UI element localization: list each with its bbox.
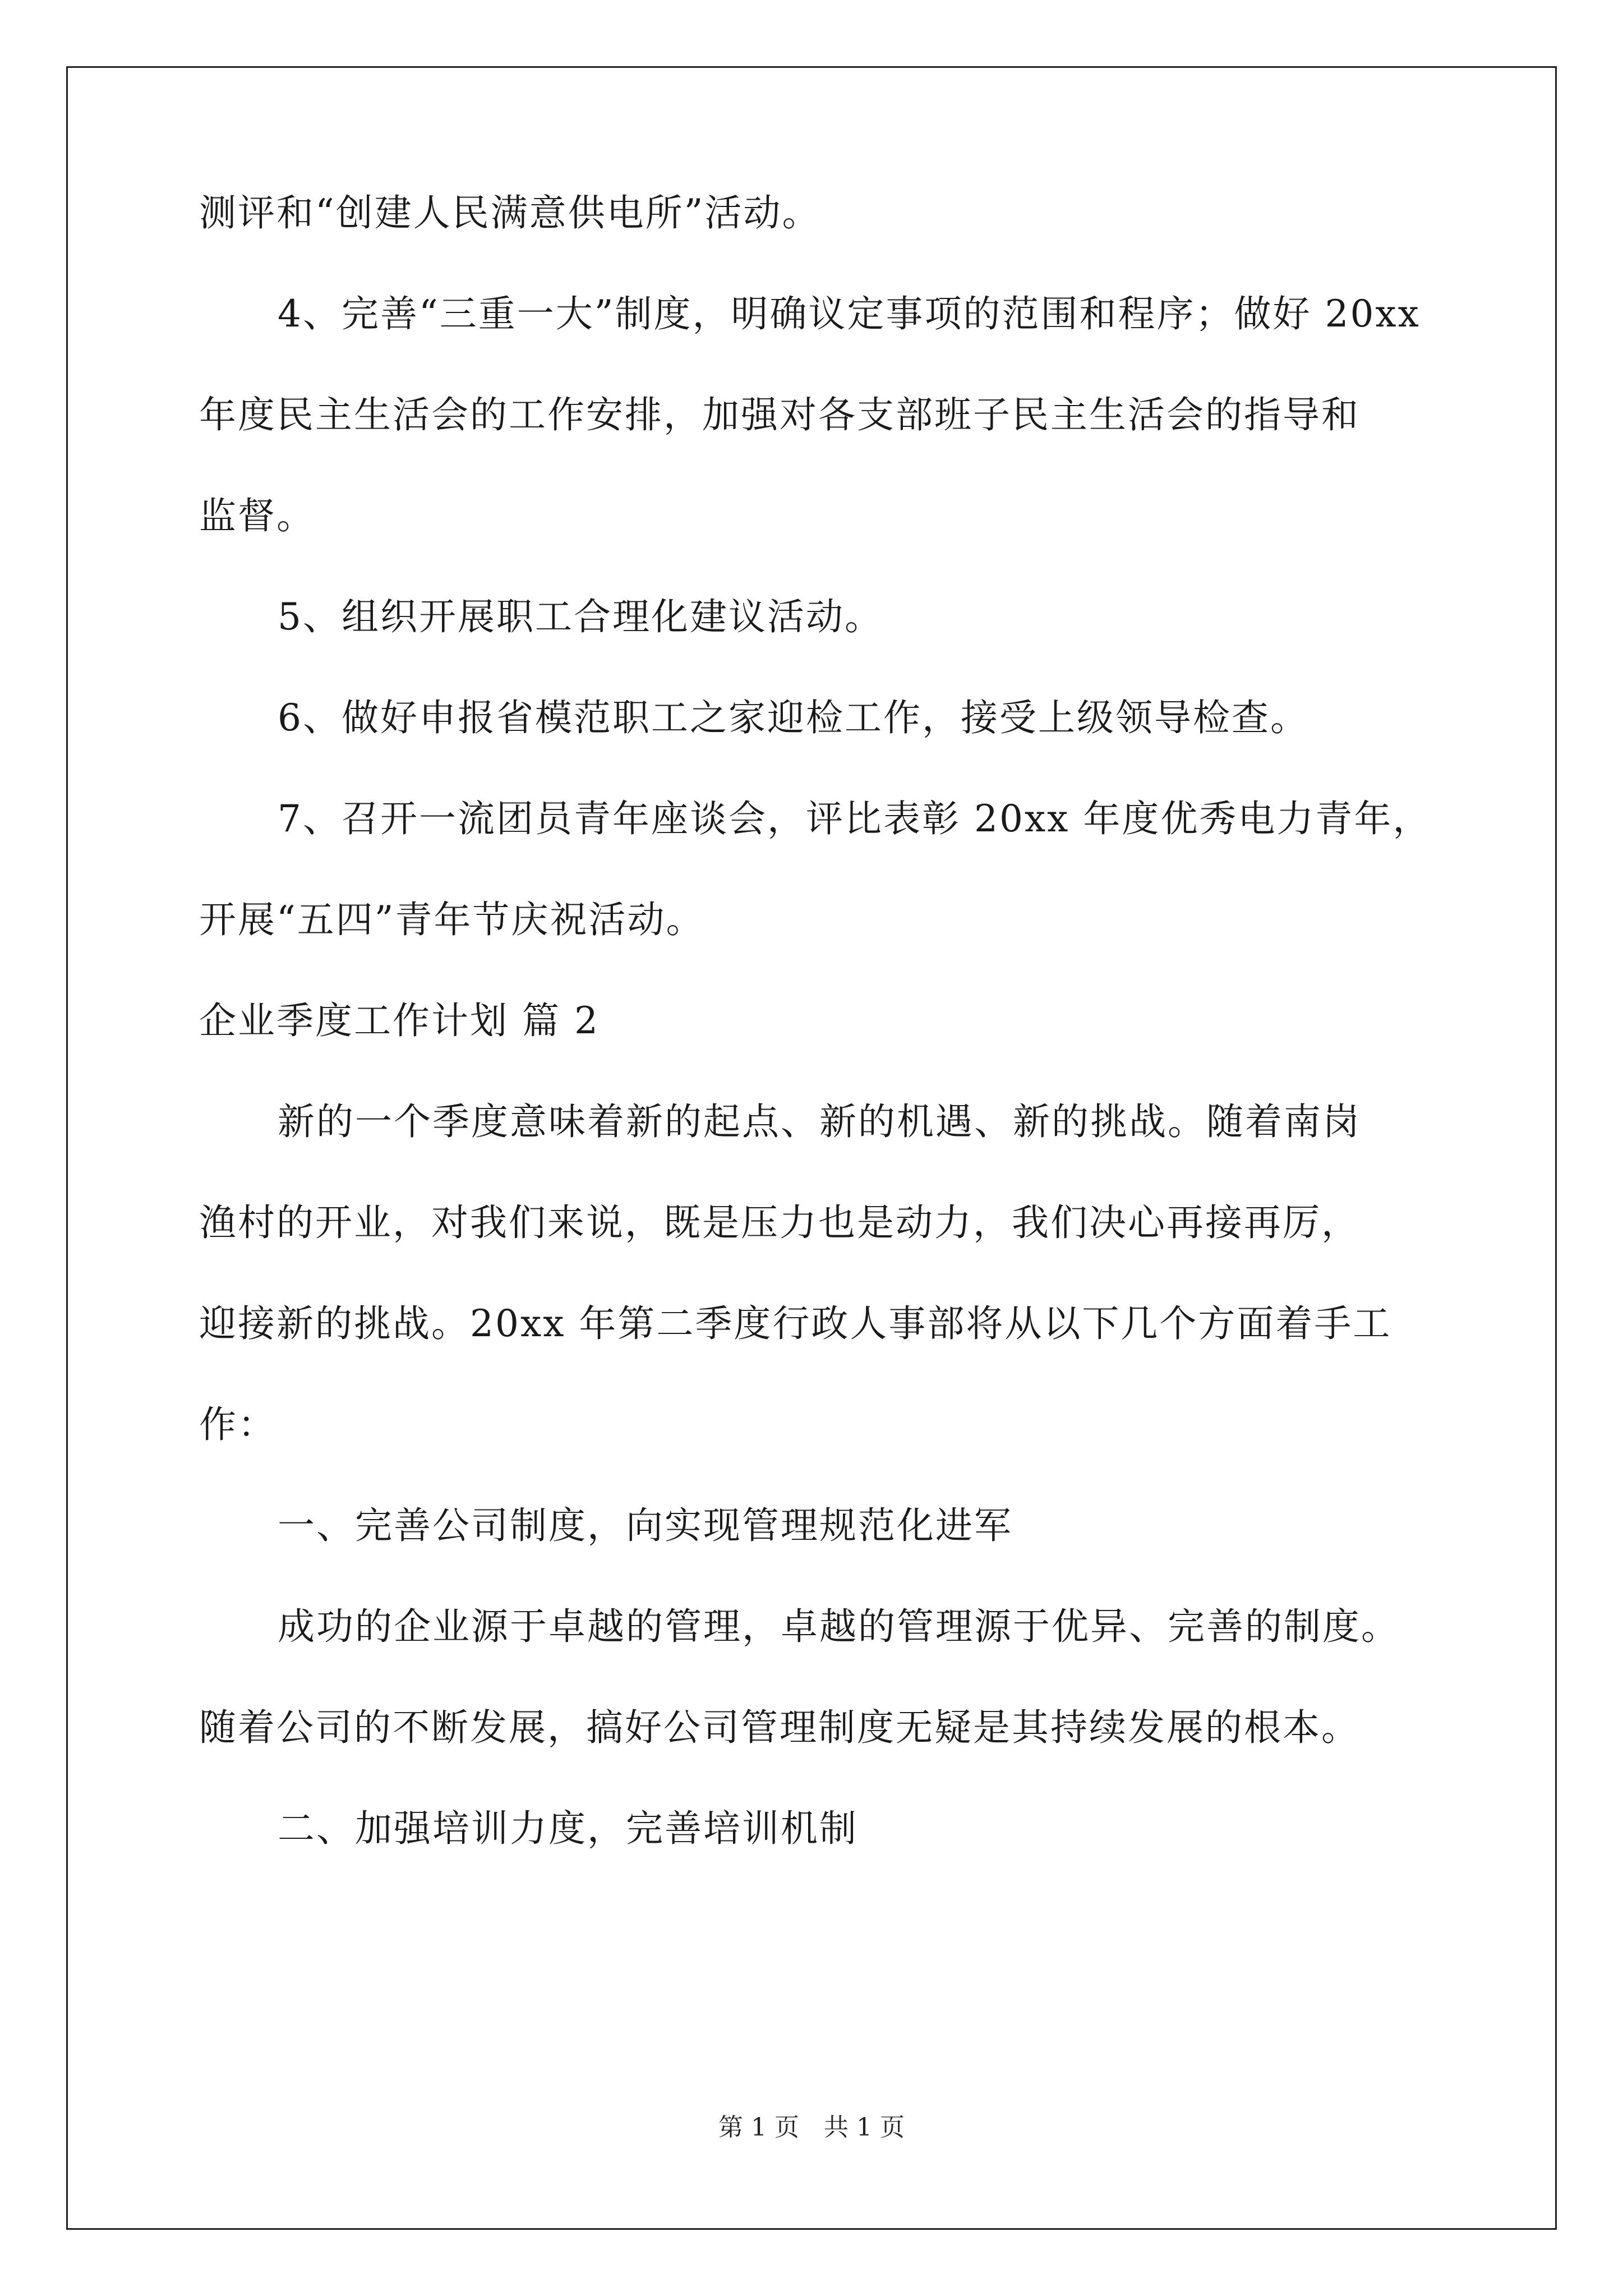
text-line: 新的一个季度意味着新的起点、新的机遇、新的挑战。随着南岗 bbox=[278, 1100, 1361, 1143]
text-line: 成功的企业源于卓越的管理，卓越的管理源于优异、完善的制度。 bbox=[278, 1605, 1400, 1648]
text-line: 4、完善“三重一大”制度，明确议定事项的范围和程序；做好 20xx bbox=[278, 292, 1421, 335]
text-line: 二、加强培训力度，完善培训机制 bbox=[278, 1807, 858, 1850]
text-line: 6、做好申报省模范职工之家迎检工作，接受上级领导检查。 bbox=[278, 696, 1309, 739]
text-line: 作： bbox=[199, 1403, 276, 1446]
text-line: 7、召开一流团员青年座谈会，评比表彰 20xx 年度优秀电力青年， bbox=[278, 797, 1432, 840]
text-line: 随着公司的不断发展，搞好公司管理制度无疑是其持续发展的根本。 bbox=[199, 1706, 1360, 1749]
text-line: 年度民主生活会的工作安排，加强对各支部班子民主生活会的指导和 bbox=[199, 393, 1360, 436]
text-line: 开展“五四”青年节庆祝活动。 bbox=[199, 898, 705, 941]
text-line: 5、组织开展职工合理化建议活动。 bbox=[278, 595, 883, 638]
text-line: 测评和“创建人民满意供电所”活动。 bbox=[199, 191, 821, 234]
page-border bbox=[66, 66, 1557, 2230]
section-heading: 企业季度工作计划 篇 2 bbox=[199, 999, 600, 1042]
page-footer: 第 1 页 共 1 页 bbox=[718, 2113, 905, 2142]
text-line: 渔村的开业，对我们来说，既是压力也是动力，我们决心再接再厉， bbox=[199, 1201, 1360, 1244]
text-line: 迎接新的挑战。20xx 年第二季度行政人事部将从以下几个方面着手工 bbox=[199, 1302, 1392, 1345]
text-line: 一、完善公司制度，向实现管理规范化进军 bbox=[278, 1504, 1013, 1547]
text-line: 监督。 bbox=[199, 494, 315, 537]
